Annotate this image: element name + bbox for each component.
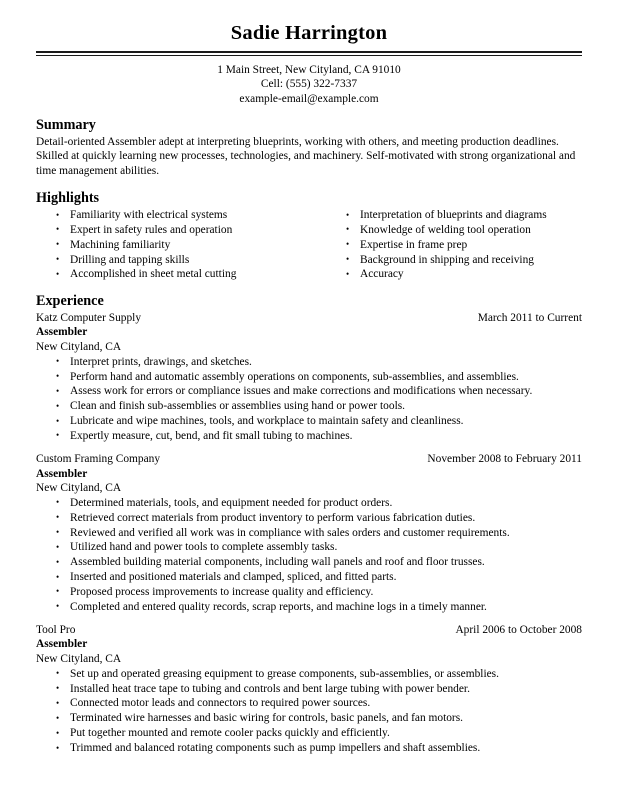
- list-item: • Completed and entered quality records, scrap reports, and machine logs in a timely manner.: [36, 600, 582, 615]
- list-item: • Expert in safety rules and operation: [36, 223, 309, 238]
- highlights-columns: [36, 208, 582, 282]
- header-divider: [36, 51, 582, 56]
- list-item: • Background in shipping and receiving: [326, 253, 582, 268]
- summary-text: Detail-oriented Assembler adept at interpreting blueprints, working with others, and meeting production deadlines. Skilled at quickly learning new processes, technologies, and machinery. Self-motivated with strong organizational and time management abilities.: [36, 135, 576, 178]
- job-title: Assembler: [36, 326, 88, 339]
- contact-address: 1 Main Street, New Cityland, CA 91010: [217, 63, 401, 76]
- list-item: • Inserted and positioned materials and clamped, spliced, and fitted parts.: [36, 570, 582, 585]
- job-header-line: [36, 311, 582, 326]
- list-item: • Determined materials, tools, and equipment needed for product orders.: [36, 496, 582, 511]
- list-item: • Assembled building material components, including wall panels and roof and floor trusses.: [36, 555, 582, 570]
- list-item: • Accuracy: [326, 267, 582, 282]
- job-location: New Cityland, CA: [36, 341, 122, 354]
- highlights-right-column: [309, 208, 582, 282]
- highlights-right-list: [326, 208, 582, 282]
- highlights-left-column: [36, 208, 309, 282]
- contact-email: example-email@example.com: [239, 92, 379, 105]
- list-item: • Terminated wire harnesses and basic wiring for controls, basic panels, and fan motors.: [36, 711, 582, 726]
- job-dates: April 2006 to October 2008: [455, 623, 582, 636]
- list-item: • Interpretation of blueprints and diagrams: [326, 208, 582, 223]
- list-item: • Retrieved correct materials from product inventory to perform various fabrication duties.: [36, 511, 582, 526]
- list-item: • Utilized hand and power tools to complete assembly tasks.: [36, 540, 582, 555]
- list-item: • Put together mounted and remote cooler packs quickly and efficiently.: [36, 726, 582, 741]
- job-bullet-list: [36, 667, 582, 756]
- job-dates: March 2011 to Current: [477, 311, 582, 324]
- list-item: • Assess work for errors or compliance issues and make corrections and modifications when necessary.: [36, 384, 582, 399]
- job-bullet-list: [36, 355, 582, 444]
- highlights-heading: Highlights: [36, 189, 100, 206]
- job-company: Katz Computer Supply: [36, 311, 142, 324]
- summary-heading: Summary: [36, 117, 96, 134]
- job-company: Custom Framing Company: [36, 452, 161, 465]
- list-item: • Expertise in frame prep: [326, 238, 582, 253]
- list-item: • Drilling and tapping skills: [36, 253, 309, 268]
- list-item: • Trimmed and balanced rotating components such as pump impellers and shaft assemblies.: [36, 741, 582, 756]
- job-dates: November 2008 to February 2011: [427, 452, 582, 465]
- list-item: • Accomplished in sheet metal cutting: [36, 267, 309, 282]
- experience-heading: Experience: [36, 293, 104, 310]
- experience-entry: [36, 452, 582, 615]
- job-title: Assembler: [36, 638, 88, 651]
- list-item: • Proposed process improvements to increase quality and efficiency.: [36, 585, 582, 600]
- list-item: • Knowledge of welding tool operation: [326, 223, 582, 238]
- job-header-line: [36, 623, 582, 638]
- list-item: • Interpret prints, drawings, and sketches.: [36, 355, 582, 370]
- list-item: • Machining familiarity: [36, 238, 309, 253]
- job-location: New Cityland, CA: [36, 653, 122, 666]
- list-item: • Expertly measure, cut, bend, and fit small tubing to machines.: [36, 429, 582, 444]
- contact-phone: Cell: (555) 322-7337: [260, 78, 358, 91]
- list-item: • Clean and finish sub-assemblies or assemblies using hand or power tools.: [36, 399, 582, 414]
- list-item: • Lubricate and wipe machines, tools, and workplace to maintain safety and cleanliness.: [36, 414, 582, 429]
- list-item: • Perform hand and automatic assembly operations on components, sub-assemblies, and assemblies.: [36, 370, 582, 385]
- job-company: Tool Pro: [36, 623, 76, 636]
- highlights-left-list: [36, 208, 309, 282]
- experience-jobs: [36, 311, 582, 756]
- job-location: New Cityland, CA: [36, 482, 122, 495]
- list-item: • Installed heat trace tape to tubing and controls and bent large tubing with power bender.: [36, 682, 582, 697]
- contact-block: [36, 63, 582, 107]
- list-item: • Set up and operated greasing equipment to grease components, sub-assemblies, or assemblies.: [36, 667, 582, 682]
- list-item: • Familiarity with electrical systems: [36, 208, 309, 223]
- list-item: • Reviewed and verified all work was in compliance with sales orders and customer requirements.: [36, 526, 582, 541]
- list-item: • Connected motor leads and connectors to required power sources.: [36, 696, 582, 711]
- experience-entry: [36, 623, 582, 756]
- job-bullet-list: [36, 496, 582, 615]
- experience-entry: [36, 311, 582, 444]
- job-title: Assembler: [36, 467, 88, 480]
- candidate-name: Sadie Harrington: [230, 22, 388, 44]
- job-header-line: [36, 452, 582, 467]
